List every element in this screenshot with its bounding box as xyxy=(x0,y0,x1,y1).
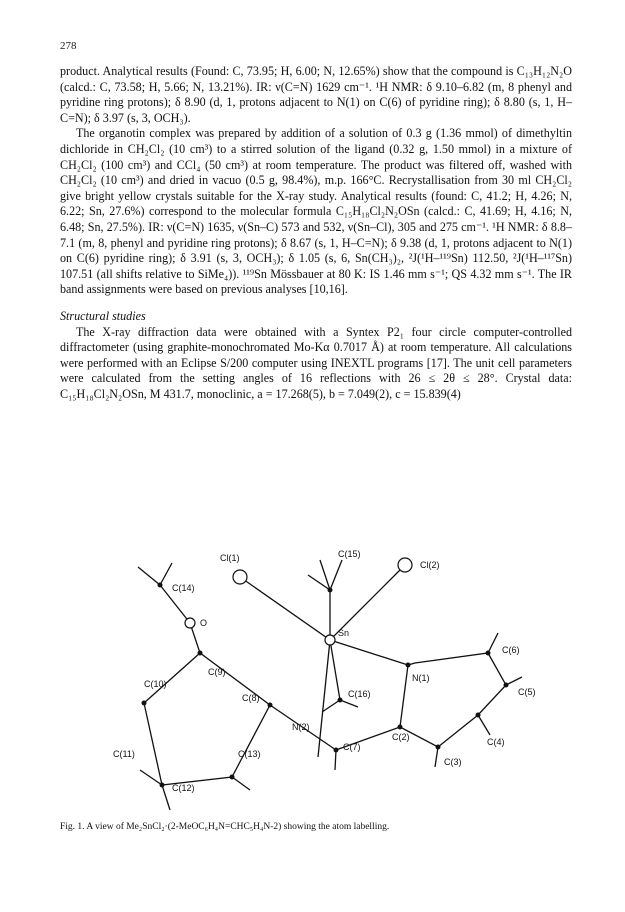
label-c5: C(5) xyxy=(518,687,536,697)
section-heading: Structural studies xyxy=(60,308,146,323)
label-c10: C(10) xyxy=(144,679,167,689)
label-c4: C(4) xyxy=(487,737,505,747)
label-c11: C(11) xyxy=(113,749,135,759)
figure-caption: Fig. 1. A view of Me₂SnCl₂·(2-MeOC₆H₄N=CHC₅H₄N-2) showing the atom labelling. xyxy=(60,822,390,832)
label-c7: C(7) xyxy=(343,742,361,752)
paragraph-1: product. Analytical results (Found: C, 73.95; H, 6.00; N, 12.65%) show that the compound is C₁₃H₁₂N₂O (calcd.: C, 73.58; H, 5.66; N, 13.21%). IR: ν(C=N) 1629 cm⁻¹. ¹H NMR: δ 9.10–6.82 (m, 8 phenyl and pyridine ring protons); δ 8.90 (d, 1, protons adjacent to N(1) on C(6) of pyridine ring); δ 8.80 (s, 1, H–C=N); δ 3.97 (s, 3, OCH₃). xyxy=(60,64,572,125)
paragraph-3: The X-ray diffraction data were obtained with a Syntex P2₁ four circle computer-controlled diffractometer (using graphite-monochromated Mo-Kα 0.7017 Å) at room temperature. All calculations were performed with an Eclipse S/200 computer using INEXTL programs [17]. The unit cell parameters were calculated from the setting angles of 16 reflections with 26 ≤ 2θ ≤ 28°. Crystal data: C₁₅H₁₈Cl₂N₂OSn, M 431.7, monoclinic, a = 17.268(5), b = 7.049(2), c = 15.839(4) xyxy=(60,324,572,401)
label-cl1: Cl(1) xyxy=(220,553,240,563)
body-text xyxy=(60,64,572,402)
label-c14: C(14) xyxy=(172,583,195,593)
label-c8: C(8) xyxy=(242,693,260,703)
label-c13: C(13) xyxy=(238,749,261,759)
label-c3: C(3) xyxy=(444,757,462,767)
paragraph-2: The organotin complex was prepared by addition of a solution of 0.3 g (1.36 mmol) of dimethyltin dichloride in CH₂Cl₂ (10 cm³) to a stirred solution of the ligand (0.32 g, 1.50 mmol) in a mixture of CH₂Cl₂ (100 cm³) and CCl₄ (50 cm³) at room temperature. The product was filtered off, washed with CH₂Cl₂ (10 cm³) and dried in vacuo (0.5 g, 98.4%), m.p. 166°C. Recrystallisation from 30 ml CH₂Cl₂ give bright yellow crystals suitable for the X-ray study. Analytical results (found: C, 41.2; H, 4.26; N, 6.22; Sn, 27.6%) correspond to the molecular formula C₁₅H₁₈Cl₂N₂OSn (calcd.: C, 41.69; H, 4.16; N, 6.48; Sn, 27.5%). IR: ν(C=N) 1635, ν(Sn–C) 573 and 532, ν(Sn–Cl), 305 and 275 cm⁻¹. ¹H NMR: δ 8.8–7.1 (m, 8, phenyl and pyridine ring protons); δ 8.67 (s, 1, H–C=N); δ 9.38 (d, 1, protons adjacent to N(1) on C(6) pyridine ring); δ 3.91 (s, 3, OCH₃); δ 1.05 (s, 6, Sn(CH₃)₂, ²J(¹H–¹¹⁹Sn) 112.50, ²J(¹H–¹¹⁷Sn) 107.51 (all shifts relative to SiMe₄)). ¹¹⁹Sn Mössbauer at 80 K: IS 1.46 mm s⁻¹; QS 4.32 mm s⁻¹. The IR band assignments were based on previous analyses [10,16]. xyxy=(60,126,572,297)
label-n2: N(2) xyxy=(292,722,310,732)
label-c15: C(15) xyxy=(338,549,361,559)
label-sn: Sn xyxy=(338,628,350,638)
label-c9: C(9) xyxy=(208,667,226,677)
molecular-structure-figure xyxy=(60,535,570,815)
label-c2: C(2) xyxy=(392,732,410,742)
label-c12: C(12) xyxy=(172,783,195,793)
label-o: O xyxy=(200,618,208,628)
label-n1: N(1) xyxy=(412,673,430,683)
label-c16: C(16) xyxy=(348,689,371,699)
label-c6: C(6) xyxy=(502,645,520,655)
page-number: 278 xyxy=(60,40,77,52)
label-cl2: Cl(2) xyxy=(420,560,440,570)
